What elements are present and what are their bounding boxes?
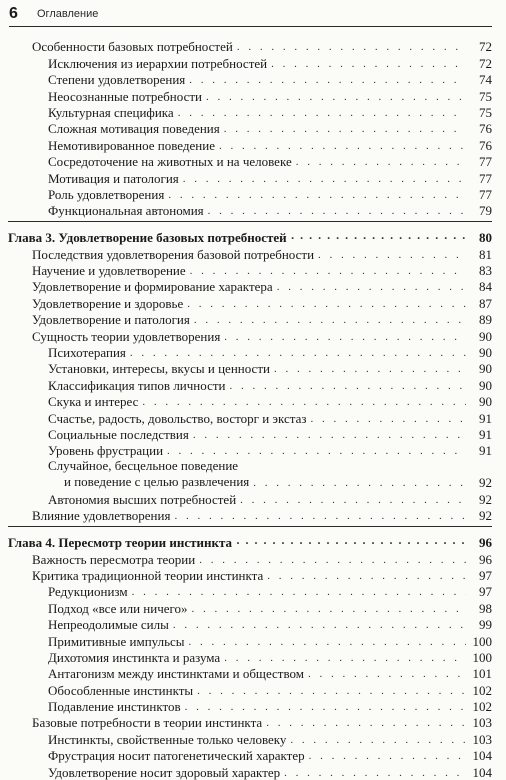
entry-title: Сосредоточение на животных и на человеке xyxy=(48,154,292,170)
toc-chapter-3[interactable] xyxy=(8,228,492,245)
leader-dots xyxy=(237,42,466,52)
leader-dots xyxy=(130,348,466,358)
leader-dots xyxy=(266,718,466,728)
leader-dots xyxy=(189,75,466,85)
leader-dots xyxy=(240,495,466,505)
toc-entry[interactable] xyxy=(8,202,492,218)
entry-title: Культурная специфика xyxy=(48,104,174,120)
toc-entry[interactable] xyxy=(8,393,492,409)
entry-page: 72 xyxy=(479,55,492,71)
entry-page: 101 xyxy=(472,666,492,682)
leader-dots xyxy=(199,555,466,565)
entry-page: 100 xyxy=(472,649,492,665)
toc-entry[interactable] xyxy=(8,120,492,136)
entry-page: 92 xyxy=(479,491,492,507)
leader-dots xyxy=(173,620,466,630)
chapter-page: 80 xyxy=(479,230,492,246)
toc-entry[interactable] xyxy=(8,54,492,70)
leader-dots xyxy=(291,233,466,243)
toc-entry[interactable] xyxy=(8,730,492,746)
entry-page: 91 xyxy=(479,443,492,459)
entry-title: Дихотомия инстинкта и разума xyxy=(48,649,221,665)
toc-entry[interactable] xyxy=(8,169,492,185)
entry-title: Автономия высших потребностей xyxy=(48,491,237,507)
entry-page: 72 xyxy=(479,39,492,55)
entry-title-line2: и поведение с целью развлечения xyxy=(64,474,250,490)
entry-page: 77 xyxy=(479,170,492,186)
entry-title: Инстинкты, свойственные только человеку xyxy=(48,731,287,747)
entry-title: Подавление инстинктов xyxy=(48,699,181,715)
entry-title: Критика традиционной теории инстинкта xyxy=(32,567,264,583)
entry-page: 90 xyxy=(479,328,492,344)
toc-entry[interactable] xyxy=(8,698,492,714)
entry-page: 90 xyxy=(479,394,492,410)
entry-page: 74 xyxy=(479,72,492,88)
entry-title: Базовые потребности в теории инстинкта xyxy=(32,715,263,731)
chapter-rule xyxy=(8,526,492,527)
entry-title xyxy=(48,458,249,490)
leader-dots xyxy=(189,637,466,647)
entry-title: Редукционизм xyxy=(48,584,128,600)
toc-entry[interactable] xyxy=(8,104,492,120)
entry-page: 89 xyxy=(479,312,492,328)
entry-page: 103 xyxy=(472,731,492,747)
leader-dots xyxy=(310,414,466,424)
leader-dots xyxy=(168,190,466,200)
leader-dots xyxy=(271,59,466,69)
entry-page: 84 xyxy=(479,279,492,295)
page-header xyxy=(9,4,492,27)
entry-title: Сложная мотивация поведения xyxy=(48,121,220,137)
toc-entry[interactable] xyxy=(8,136,492,152)
entry-title: Антагонизм между инстинктами и обществом xyxy=(48,666,305,682)
entry-page: 103 xyxy=(472,715,492,731)
leader-dots xyxy=(296,157,466,167)
table-of-contents xyxy=(8,38,492,780)
entry-title: Обособленные инстинкты xyxy=(48,682,194,698)
leader-dots xyxy=(142,397,466,407)
entry-title: Классификация типов личности xyxy=(48,377,226,393)
leader-dots xyxy=(309,751,466,761)
entry-page: 99 xyxy=(479,617,492,633)
entry-page: 75 xyxy=(479,104,492,120)
entry-page: 102 xyxy=(472,699,492,715)
entry-page: 100 xyxy=(472,633,492,649)
toc-entry[interactable] xyxy=(8,311,492,327)
entry-page: 90 xyxy=(479,345,492,361)
leader-dots xyxy=(206,92,466,102)
entry-title: Установки, интересы, вкусы и ценности xyxy=(48,361,270,377)
toc-entry[interactable] xyxy=(8,599,492,615)
running-head: Оглавление xyxy=(37,8,99,20)
leader-dots xyxy=(132,587,466,597)
page-number: 6 xyxy=(9,5,18,22)
entry-title: Счастье, радость, довольство, восторг и экстаз xyxy=(48,410,307,426)
entry-page: 76 xyxy=(479,137,492,153)
entry-title: Степени удовлетворения xyxy=(48,72,186,88)
toc-entry[interactable] xyxy=(8,507,492,523)
entry-title: Удовлетворение и патология xyxy=(32,312,190,328)
leader-dots xyxy=(236,538,466,548)
leader-dots xyxy=(253,478,466,488)
leader-dots xyxy=(267,571,466,581)
toc-entry[interactable] xyxy=(8,714,492,730)
entry-title: Социальные последствия xyxy=(48,426,189,442)
toc-entry[interactable] xyxy=(8,245,492,261)
entry-title: Исключения из иерархии потребностей xyxy=(48,55,268,71)
toc-entry[interactable] xyxy=(8,550,492,566)
toc-entry[interactable] xyxy=(8,442,492,458)
leader-dots xyxy=(208,206,466,216)
leader-dots xyxy=(197,686,466,696)
entry-title: Фрустрация носит патогенетический характер xyxy=(48,748,305,764)
entry-page: 75 xyxy=(479,88,492,104)
toc-chapter-4[interactable] xyxy=(8,533,492,550)
entry-title: Неосознанные потребности xyxy=(48,88,202,104)
leader-dots xyxy=(277,282,466,292)
chapter-title: Глава 4. Пересмотр теории инстинкта xyxy=(8,535,232,551)
entry-page: 90 xyxy=(479,361,492,377)
entry-page: 81 xyxy=(479,246,492,262)
entry-title: Непреодолимые силы xyxy=(48,617,169,633)
entry-page: 87 xyxy=(479,295,492,311)
entry-title: Последствия удовлетворения базовой потребности xyxy=(32,246,315,262)
leader-dots xyxy=(183,174,466,184)
leader-dots xyxy=(219,141,466,151)
entry-page: 97 xyxy=(479,584,492,600)
leader-dots xyxy=(167,446,466,456)
entry-page: 90 xyxy=(479,377,492,393)
entry-page: 92 xyxy=(479,508,492,524)
toc-entry[interactable] xyxy=(8,262,492,278)
entry-title: Роль удовлетворения xyxy=(48,186,165,202)
entry-page: 77 xyxy=(479,186,492,202)
entry-page: 96 xyxy=(479,551,492,567)
leader-dots xyxy=(194,315,466,325)
toc-entry[interactable] xyxy=(8,649,492,665)
toc-entry[interactable] xyxy=(8,616,492,632)
toc-entry[interactable] xyxy=(8,376,492,392)
toc-entry[interactable] xyxy=(8,360,492,376)
leader-dots xyxy=(190,266,466,276)
leader-dots xyxy=(308,669,466,679)
toc-entry[interactable] xyxy=(8,294,492,310)
leader-dots xyxy=(174,511,466,521)
entry-title: Психотерапия xyxy=(48,345,126,361)
leader-dots xyxy=(274,364,466,374)
entry-title: Особенности базовых потребностей xyxy=(32,39,233,55)
leader-dots xyxy=(187,299,466,309)
leader-dots xyxy=(224,332,466,342)
entry-page: 91 xyxy=(479,410,492,426)
entry-page: 97 xyxy=(479,567,492,583)
leader-dots xyxy=(318,250,466,260)
toc-entry[interactable] xyxy=(8,632,492,648)
chapter-rule xyxy=(8,221,492,222)
entry-title: Мотивация и патология xyxy=(48,170,179,186)
toc-entry[interactable] xyxy=(8,763,492,779)
entry-title: Уровень фрустрации xyxy=(48,443,164,459)
toc-entry[interactable] xyxy=(8,409,492,425)
entry-title: Удовлетворение и здоровье xyxy=(32,295,184,311)
leader-dots xyxy=(192,604,466,614)
chapter-title: Глава 3. Удовлетворение базовых потребностей xyxy=(8,230,287,246)
leader-dots xyxy=(178,108,466,118)
toc-entry[interactable] xyxy=(8,186,492,202)
entry-title: Подход «все или ничего» xyxy=(48,600,188,616)
leader-dots xyxy=(290,735,466,745)
leader-dots xyxy=(185,702,466,712)
leader-dots xyxy=(193,430,466,440)
toc-entry[interactable] xyxy=(8,278,492,294)
entry-page: 92 xyxy=(479,475,492,491)
entry-page: 76 xyxy=(479,121,492,137)
toc-section xyxy=(8,38,492,218)
leader-dots xyxy=(284,768,466,778)
entry-title: Важность пересмотра теории xyxy=(32,551,196,567)
toc-entry[interactable] xyxy=(8,153,492,169)
toc-entry[interactable] xyxy=(8,583,492,599)
entry-title: Сущность теории удовлетворения xyxy=(32,328,221,344)
entry-title: Скука и интерес xyxy=(48,394,139,410)
toc-entry[interactable] xyxy=(8,681,492,697)
entry-page: 83 xyxy=(479,263,492,279)
entry-title: Примитивные импульсы xyxy=(48,633,185,649)
entry-title-line1: Случайное, бесцельное поведение xyxy=(48,458,239,474)
toc-section xyxy=(8,490,492,523)
chapter-page: 96 xyxy=(479,535,492,551)
leader-dots xyxy=(224,124,466,134)
toc-section xyxy=(8,550,492,779)
entry-title: Функциональная автономия xyxy=(48,203,204,219)
entry-page: 104 xyxy=(472,748,492,764)
toc-section xyxy=(8,245,492,458)
entry-title: Научение и удовлетворение xyxy=(32,263,186,279)
toc-entry[interactable] xyxy=(8,665,492,681)
toc-entry[interactable] xyxy=(8,458,492,490)
toc-entry[interactable] xyxy=(8,38,492,54)
toc-entry[interactable] xyxy=(8,747,492,763)
toc-entry[interactable] xyxy=(8,327,492,343)
entry-page: 104 xyxy=(472,764,492,780)
toc-entry[interactable] xyxy=(8,87,492,103)
leader-dots xyxy=(230,381,467,391)
entry-page: 77 xyxy=(479,154,492,170)
toc-entry[interactable] xyxy=(8,71,492,87)
entry-title: Удовлетворение носит здоровый характер xyxy=(48,764,281,780)
toc-entry[interactable] xyxy=(8,344,492,360)
entry-title: Влияние удовлетворения xyxy=(32,508,171,524)
entry-page: 79 xyxy=(479,203,492,219)
entry-page: 98 xyxy=(479,600,492,616)
entry-page: 102 xyxy=(472,682,492,698)
entry-page: 91 xyxy=(479,426,492,442)
leader-dots xyxy=(224,653,466,663)
toc-entry[interactable] xyxy=(8,567,492,583)
entry-title: Немотивированное поведение xyxy=(48,137,215,153)
toc-entry[interactable] xyxy=(8,426,492,442)
entry-title: Удовлетворение и формирование характера xyxy=(32,279,273,295)
toc-entry[interactable] xyxy=(8,490,492,506)
